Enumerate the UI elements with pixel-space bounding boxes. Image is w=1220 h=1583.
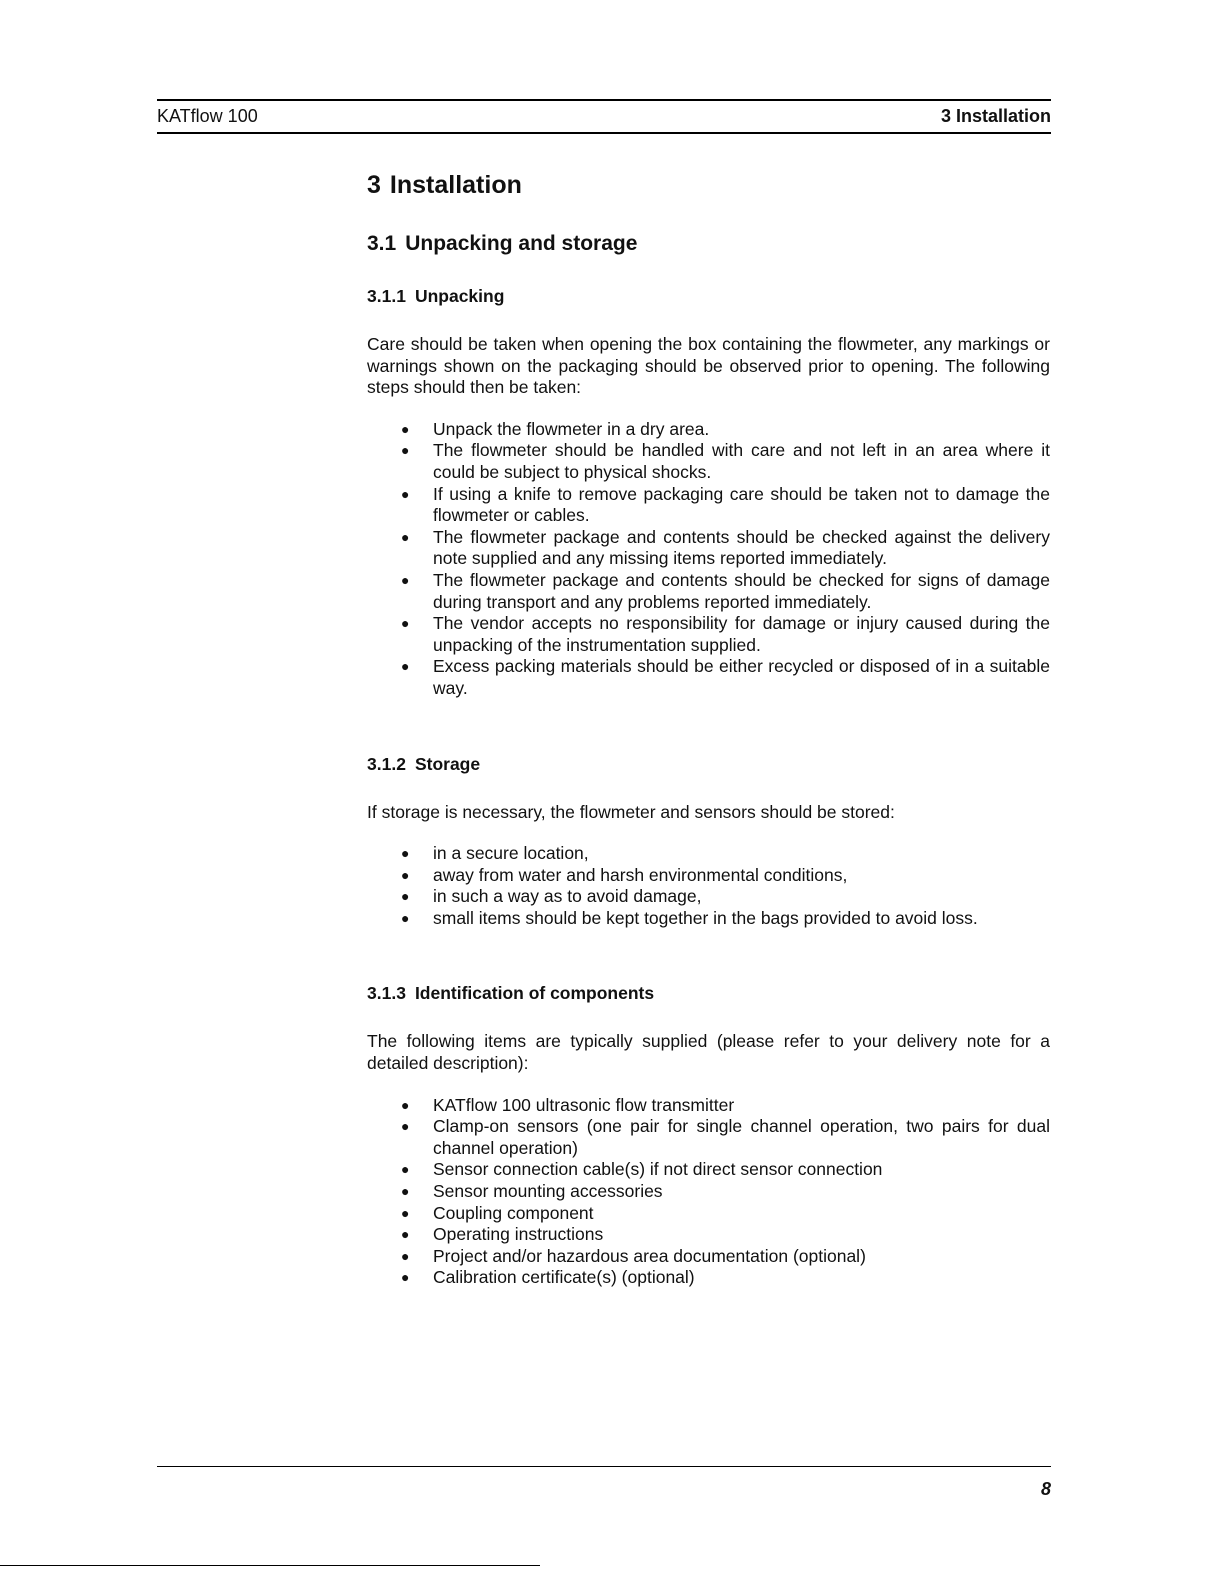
bullet-icon: ● (401, 845, 410, 862)
unpacking-title: Unpacking (414, 286, 505, 306)
bullet-icon: ● (401, 909, 410, 926)
list-item-text: Sensor mounting accessories (433, 1181, 663, 1202)
list-item (401, 843, 1050, 865)
list-item (401, 418, 1050, 441)
page-header (157, 99, 1051, 134)
list-item (401, 1245, 1050, 1268)
page-content (367, 168, 1050, 1289)
storage-title: Storage (414, 753, 481, 774)
bottom-divider (0, 1565, 540, 1566)
list-item (401, 1159, 1050, 1181)
list-item-text: Calibration certificate(s) (optional) (433, 1267, 695, 1288)
list-item-text: Clamp-on sensors (one pair for single channel operation, two pairs for dual channel operation) (433, 1116, 1050, 1158)
bullet-icon: ● (401, 1269, 410, 1286)
list-item-text: KATflow 100 ultrasonic flow transmitter (433, 1094, 735, 1115)
identification-heading (367, 981, 1050, 1005)
list-item (401, 613, 1050, 656)
bullet-icon: ● (401, 1118, 410, 1135)
document-title: KATflow 100 (157, 106, 258, 126)
list-item (401, 656, 1050, 699)
bullet-icon: ● (401, 571, 410, 588)
unpacking-intro: Care should be taken when opening the box containing the flowmeter, any markings or warnings shown on the packaging should be observed prior to opening. The following steps should then be taken: (367, 334, 1050, 398)
chapter-heading (367, 168, 1050, 202)
bullet-icon: ● (401, 866, 410, 883)
list-item (401, 1267, 1050, 1289)
section-number: 3.1 (367, 232, 397, 255)
list-item-text: Project and/or hazardous area documentation (optional) (433, 1245, 866, 1266)
bullet-icon: ● (401, 1247, 410, 1264)
storage-number: 3.1.2 (367, 753, 406, 774)
storage-list (367, 843, 1050, 929)
unpacking-list (367, 419, 1050, 700)
page-number: 8 (1040, 1479, 1051, 1499)
list-item-text: The flowmeter package and contents should be checked for signs of damage during transport and any problems reported immediately. (433, 569, 1050, 612)
list-item (401, 1116, 1050, 1159)
list-item-text: The flowmeter package and contents should be checked against the delivery note supplied and any missing items reported immediately. (433, 526, 1050, 569)
bullet-icon: ● (401, 485, 410, 502)
list-item-text: away from water and harsh environmental conditions, (433, 864, 848, 885)
bullet-icon: ● (401, 1096, 410, 1113)
list-item-text: Excess packing materials should be either recycled or disposed of in a suitable way. (433, 656, 1050, 698)
list-item (401, 1181, 1050, 1203)
bullet-icon: ● (401, 658, 410, 675)
unpacking-heading (367, 284, 1050, 308)
list-item (401, 483, 1050, 527)
list-item-text: Unpack the flowmeter in a dry area. (433, 418, 710, 439)
list-item-text: small items should be kept together in the bags provided to avoid loss. (433, 907, 978, 928)
page-footer (157, 1466, 1051, 1499)
list-item (401, 886, 1050, 908)
identification-list (367, 1095, 1050, 1289)
bullet-icon: ● (401, 615, 410, 632)
list-item (401, 1224, 1050, 1246)
storage-heading (367, 752, 1050, 776)
bullet-icon: ● (401, 442, 410, 459)
list-item-text: The flowmeter should be handled with care and not left in an area where it could be subject to physical shocks. (433, 440, 1050, 482)
section-title: Unpacking and storage (405, 232, 638, 255)
bullet-icon: ● (401, 888, 410, 905)
list-item-text: Sensor connection cable(s) if not direct sensor connection (433, 1159, 883, 1180)
list-item (401, 440, 1050, 483)
list-item-text: in such a way as to avoid damage, (433, 886, 702, 907)
identification-intro: The following items are typically supplied (please refer to your delivery note for a detailed description): (367, 1031, 1050, 1074)
chapter-title: Installation (389, 171, 522, 199)
bullet-icon: ● (401, 1161, 410, 1178)
section-spacer (367, 700, 1050, 752)
list-item (401, 1202, 1050, 1225)
chapter-header-title: 3 Installation (940, 106, 1051, 126)
bullet-icon: ● (401, 528, 410, 545)
bullet-icon: ● (401, 1204, 410, 1221)
list-item-text: The vendor accepts no responsibility for damage or injury caused during the unpacking of the instrumentation supplied. (433, 613, 1050, 655)
chapter-number: 3 (367, 171, 381, 199)
section-heading (367, 230, 1050, 258)
bullet-icon: ● (401, 1183, 410, 1200)
list-item-text: If using a knife to remove packaging care should be taken not to damage the flowmeter or cables. (433, 483, 1050, 526)
list-item-text: Coupling component (433, 1202, 594, 1223)
list-item-text: in a secure location, (433, 843, 589, 864)
list-item (401, 526, 1050, 570)
list-item (401, 864, 1050, 887)
storage-intro: If storage is necessary, the flowmeter and sensors should be stored: (367, 801, 895, 822)
list-item (401, 569, 1050, 613)
unpacking-number: 3.1.1 (367, 286, 406, 306)
bullet-icon: ● (401, 420, 410, 437)
list-item-text: Operating instructions (433, 1224, 604, 1245)
identification-number: 3.1.3 (367, 983, 406, 1004)
section-spacer (367, 929, 1050, 981)
bullet-icon: ● (401, 1226, 410, 1243)
list-item (401, 907, 1050, 930)
identification-title: Identification of components (414, 983, 655, 1004)
list-item (401, 1094, 1050, 1117)
